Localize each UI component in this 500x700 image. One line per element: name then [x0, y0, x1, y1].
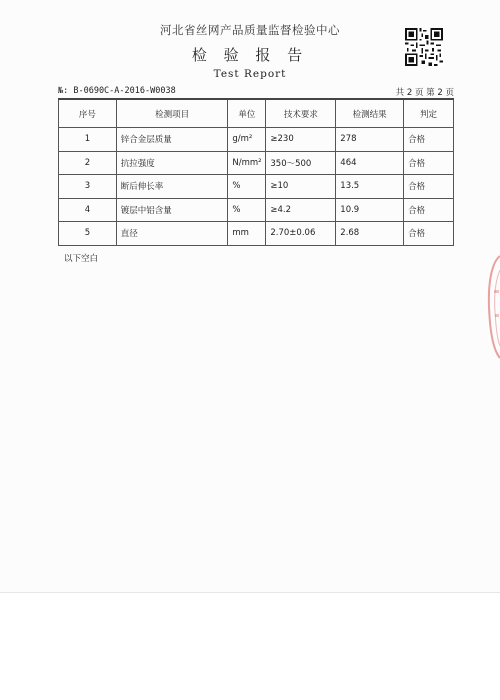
column-header-unit: 单位 — [228, 99, 266, 128]
column-header-judgement: 判定 — [404, 99, 454, 128]
cell-item: 镀层中铝含量 — [116, 198, 228, 222]
page-indicator: 共 2 页 第 2 页 — [395, 88, 454, 98]
cell-judgement: 合格 — [404, 222, 454, 246]
cell-unit: mm — [228, 222, 266, 246]
cell-judgement: 合格 — [404, 175, 454, 199]
cell-unit: g/m² — [228, 128, 266, 152]
cell-requirement: ≥4.2 — [266, 198, 336, 222]
cell-unit: % — [228, 175, 266, 199]
cell-result: 464 — [336, 151, 404, 175]
results-table — [58, 98, 454, 246]
cell-index: 3 — [59, 175, 117, 199]
table-row — [59, 151, 454, 175]
cell-result: 13.5 — [336, 175, 404, 199]
cell-requirement: ≥230 — [266, 128, 336, 152]
cell-requirement: 350～500 — [266, 151, 336, 175]
cell-index: 5 — [59, 222, 117, 246]
qr-code-icon — [405, 28, 443, 66]
table-header-row — [59, 99, 454, 128]
table-row — [59, 128, 454, 152]
cell-item: 锌合金层质量 — [116, 128, 228, 152]
cell-index: 1 — [59, 128, 117, 152]
cell-judgement: 合格 — [404, 128, 454, 152]
cell-unit: % — [228, 198, 266, 222]
cell-index: 4 — [59, 198, 117, 222]
cell-requirement: ≥10 — [266, 175, 336, 199]
column-header-requirement: 技术要求 — [266, 99, 336, 128]
organization-name: 河北省丝网产品质量监督检验中心 — [160, 23, 340, 37]
column-header-item: 检测项目 — [116, 99, 228, 128]
cell-requirement: 2.70±0.06 — [266, 222, 336, 246]
table-row — [59, 198, 454, 222]
cell-result: 278 — [336, 128, 404, 152]
cell-result: 10.9 — [336, 198, 404, 222]
cell-index: 2 — [59, 151, 117, 175]
cell-result: 2.68 — [336, 222, 404, 246]
column-header-index: 序号 — [59, 99, 117, 128]
cell-unit: N/mm² — [228, 151, 266, 175]
cell-judgement: 合格 — [404, 198, 454, 222]
seal-stamp-fragment — [486, 252, 500, 362]
cell-item: 直径 — [116, 222, 228, 246]
table-row — [59, 175, 454, 199]
table-row — [59, 222, 454, 246]
report-title-cn: 检 验 报 告 — [191, 46, 309, 64]
report-number: №: B-0690C-A-2016-W0038 — [58, 86, 176, 96]
cell-item: 抗拉强度 — [116, 151, 228, 175]
cell-judgement: 合格 — [404, 151, 454, 175]
blank-below-note: 以下空白 — [64, 254, 99, 264]
report-title-en: Test Report — [213, 68, 287, 80]
column-header-result: 检测结果 — [336, 99, 404, 128]
cell-item: 断后伸长率 — [116, 175, 228, 199]
